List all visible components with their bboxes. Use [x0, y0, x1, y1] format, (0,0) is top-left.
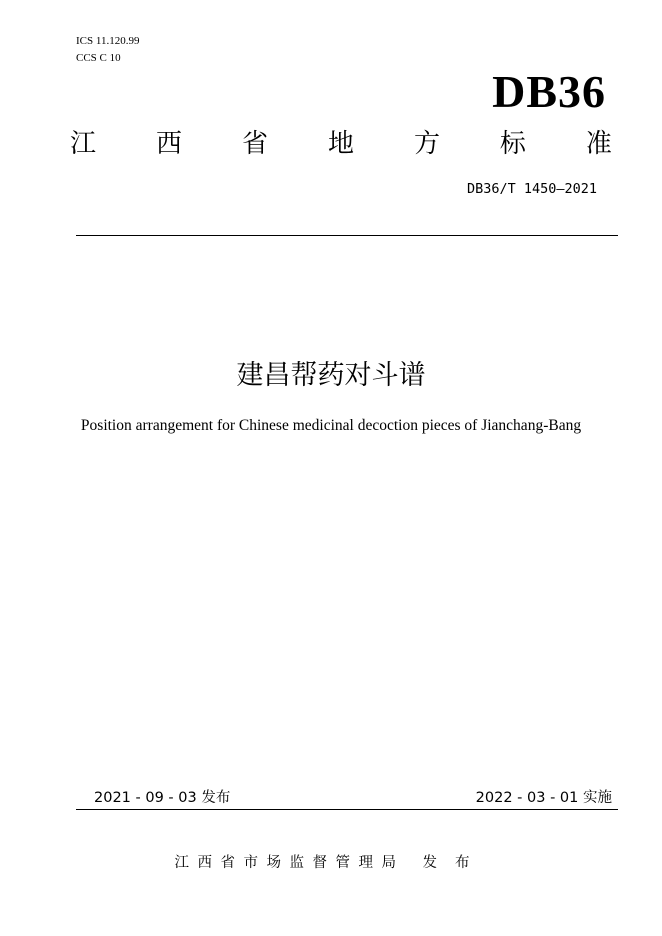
- ccs-code: CCS C 10: [76, 52, 121, 64]
- standard-type-char: 江: [70, 129, 97, 159]
- implementation-date: 2022 - 03 - 01 实施: [475, 790, 612, 806]
- standard-type: [70, 127, 612, 161]
- standard-type-char: 西: [155, 129, 182, 159]
- top-divider: [76, 235, 618, 236]
- issuer-action: 发布: [422, 855, 488, 871]
- bottom-divider: [76, 809, 618, 810]
- standard-type-char: 标: [499, 129, 526, 159]
- standard-type-char: 方: [413, 129, 440, 159]
- issue-date: 2021 - 09 - 03 发布: [94, 790, 231, 806]
- standard-code: DB36: [492, 66, 606, 117]
- standard-type-char: 地: [327, 129, 354, 159]
- document-title-english: Position arrangement for Chinese medicinal decoction pieces of Jianchang-Bang: [80, 417, 582, 434]
- standard-type-char: 省: [241, 129, 268, 159]
- issuer-name: 江西省市场监督管理局: [174, 855, 405, 871]
- standard-number: DB36/T 1450—2021: [466, 181, 597, 197]
- document-title-chinese: 建昌帮药对斗谱: [236, 360, 426, 391]
- ics-code: ICS 11.120.99: [76, 35, 140, 47]
- issuing-authority: [0, 853, 662, 873]
- standard-type-char: 准: [585, 129, 612, 159]
